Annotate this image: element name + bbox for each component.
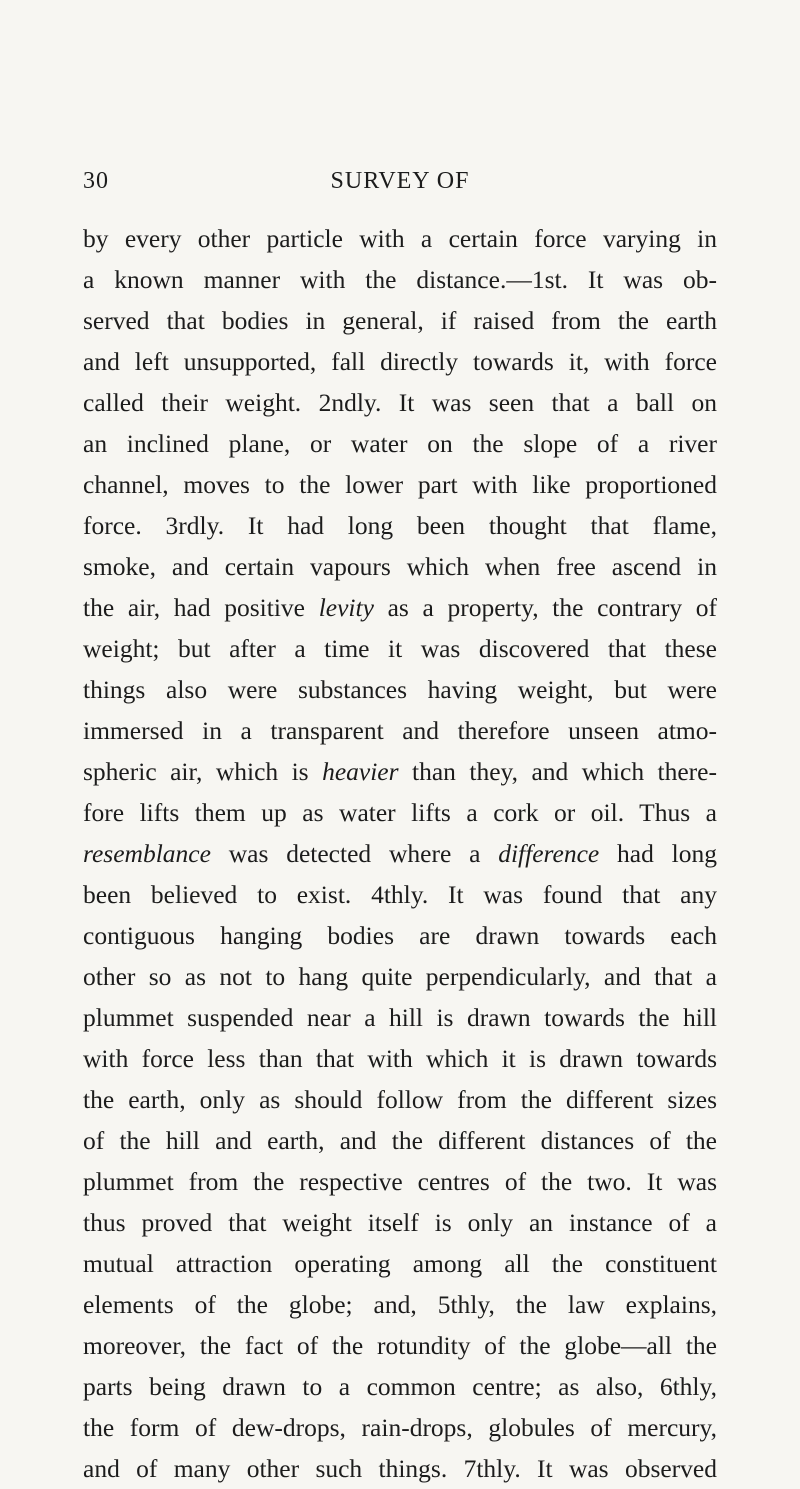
text-segment: than they, and which there- [398, 757, 717, 786]
body-text [83, 218, 717, 1489]
text-line: weight; but after a time it was discovered that these [83, 634, 717, 663]
text-line: elements of the globe; and, 5thly, the law explains, [83, 1290, 717, 1319]
text-line: other so as not to hang quite perpendicularly, and that a [83, 962, 717, 991]
text-line: called their weight. 2ndly. It was seen that a ball on [83, 388, 717, 417]
text-line: force. 3rdly. It had long been thought that flame, [83, 511, 717, 540]
text-line: things also were substances having weight, but were [83, 675, 717, 704]
text-line: plummet suspended near a hill is drawn towards the hill [83, 1003, 717, 1032]
text-line: moreover, the fact of the rotundity of the globe—all the [83, 1331, 717, 1360]
text-line: and of many other such things. 7thly. It was observed [83, 1454, 717, 1483]
running-title: SURVEY OF [330, 168, 470, 194]
text-line: contiguous hanging bodies are drawn towards each [83, 921, 717, 950]
text-line: mutual attraction operating among all the constituent [83, 1249, 717, 1278]
text-line: an inclined plane, or water on the slope of a river [83, 429, 717, 458]
text-line: served that bodies in general, if raised from the earth [83, 306, 717, 335]
text-line: by every other particle with a certain force varying in [83, 224, 717, 253]
running-head [83, 168, 717, 198]
italic-word: levity [318, 593, 374, 622]
text-segment: as a property, the contrary of [373, 593, 717, 622]
text-line: with force less than that with which it is drawn towards [83, 1044, 717, 1073]
text-line: and left unsupported, fall directly towards it, with force [83, 347, 717, 376]
text-segment: the air, had positive [83, 593, 319, 622]
italic-word: heavier [322, 757, 399, 786]
text-segment: was detected where a [210, 839, 499, 868]
text-line: fore lifts them up as water lifts a cork or oil. Thus a [83, 798, 717, 827]
text-line: been believed to exist. 4thly. It was found that any [83, 880, 717, 909]
text-line: immersed in a transparent and therefore unseen atmo- [83, 716, 717, 745]
text-line: channel, moves to the lower part with like proportioned [83, 470, 717, 499]
text-line [83, 587, 717, 628]
text-line [83, 751, 717, 792]
text-line: a known manner with the distance.—1st. It was ob- [83, 265, 717, 294]
text-line: smoke, and certain vapours which when free ascend in [83, 552, 717, 581]
text-line: the earth, only as should follow from the different sizes [83, 1085, 717, 1114]
text-line [83, 833, 717, 874]
text-line: plummet from the respective centres of the two. It was [83, 1167, 717, 1196]
page-number: 30 [83, 168, 109, 194]
text-line: thus proved that weight itself is only an instance of a [83, 1208, 717, 1237]
italic-word: resemblance [83, 839, 211, 868]
italic-word: difference [498, 839, 600, 868]
text-line: the form of dew-drops, rain-drops, globules of mercury, [83, 1413, 717, 1442]
text-line: parts being drawn to a common centre; as also, 6thly, [83, 1372, 717, 1401]
text-segment: had long [599, 839, 717, 868]
text-segment: spheric air, which is [83, 757, 323, 786]
text-line: of the hill and earth, and the different distances of the [83, 1126, 717, 1155]
